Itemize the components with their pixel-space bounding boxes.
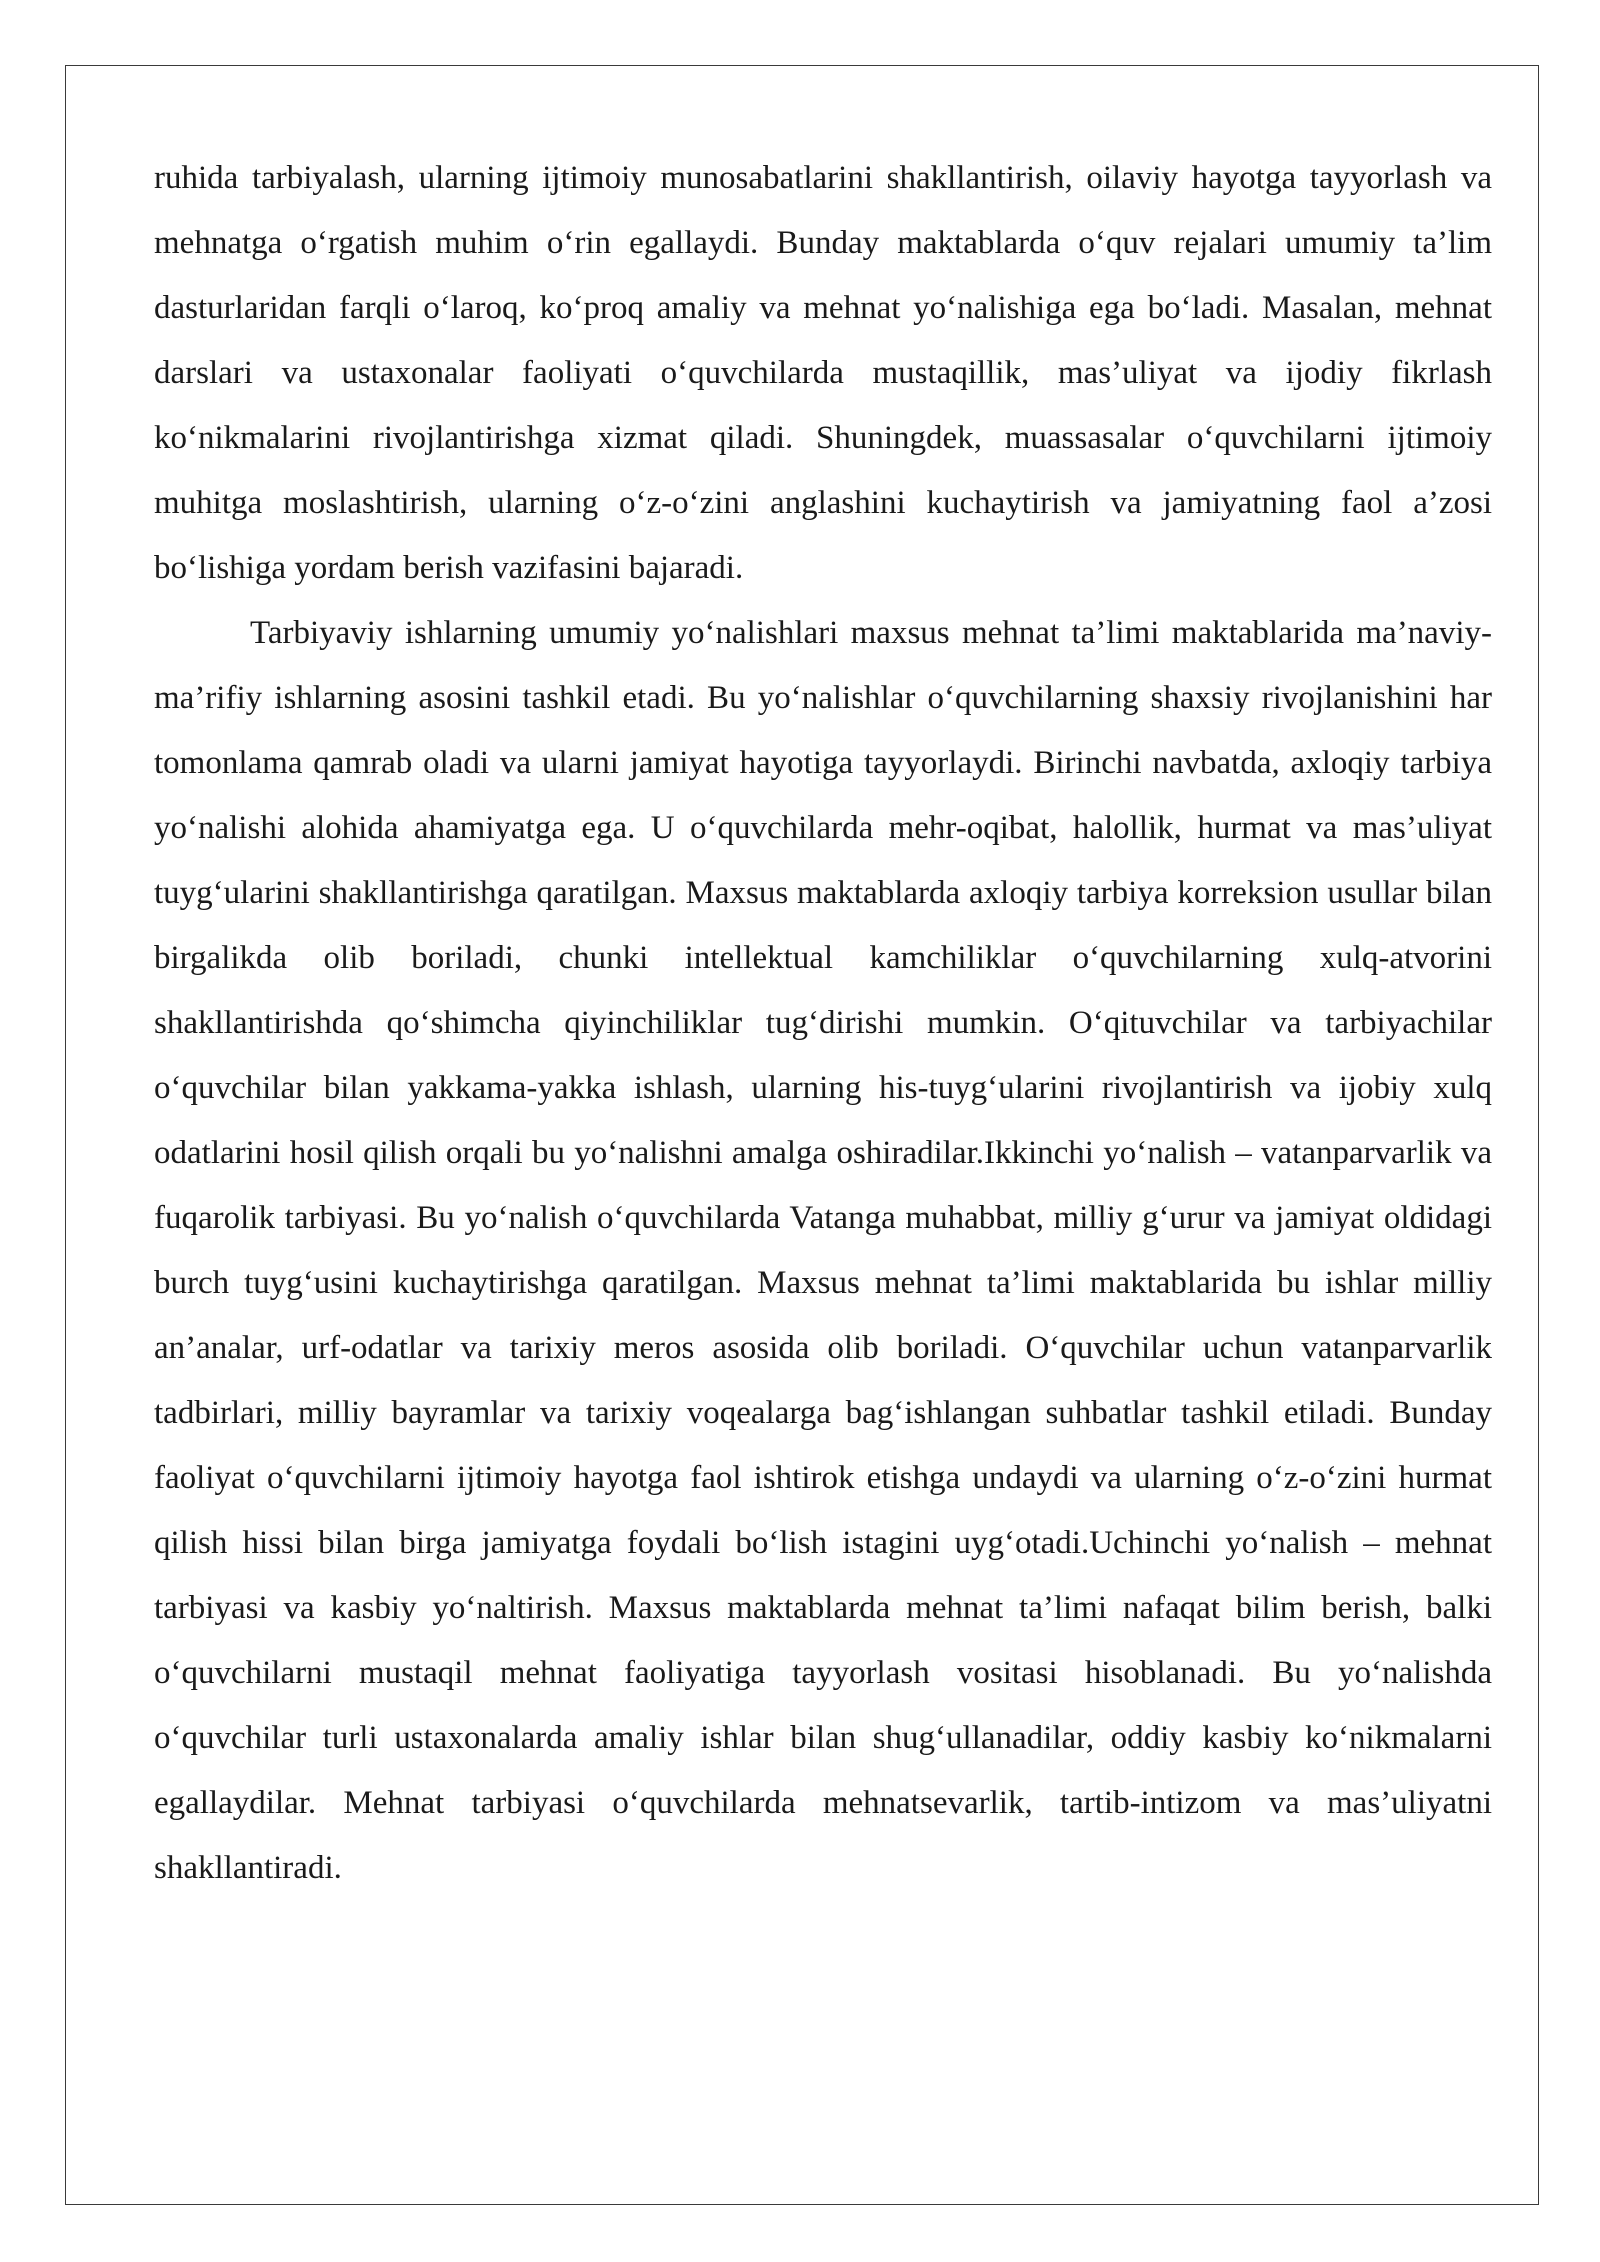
paragraph-educational-directions: Tarbiyaviy ishlarning umumiy yo‘nalishlari maxsus mehnat ta’limi maktablarida ma’naviy-ma’rifiy ishlarning asosini tashkil etadi. Bu yo‘nalishlar o‘quvchilarning shaxsiy rivojlanishini har tomonlama qamrab oladi va ularni jamiyat hayotiga tayyorlaydi. Birinchi navbatda, axloqiy tarbiya yo‘nalishi alohida ahamiyatga ega. U o‘quvchilarda mehr-oqibat, halollik, hurmat va mas’uliyat tuyg‘ularini shakllantirishga qaratilgan. Maxsus maktablarda axloqiy tarbiya korreksion usullar bilan birgalikda olib boriladi, chunki intellektual kamchiliklar o‘quvchilarning xulq-atvorini shakllantirishda qo‘shimcha qiyinchiliklar tug‘dirishi mumkin. O‘qituvchilar va tarbiyachilar o‘quvchilar bilan yakkama-yakka ishlash, ularning his-tuyg‘ularini rivojlantirish va ijobiy xulq odatlarini hosil qilish orqali bu yo‘nalishni amalga oshiradilar.Ikkinchi yo‘nalish – vatanparvarlik va fuqarolik tarbiyasi. Bu yo‘nalish o‘quvchilarda Vatanga muhabbat, milliy g‘urur va jamiyat oldidagi burch tuyg‘usini kuchaytirishga qaratilgan. Maxsus mehnat ta’limi maktablarida bu ishlar milliy an’analar, urf-odatlar va tarixiy meros asosida olib boriladi. O‘quvchilar uchun vatanparvarlik tadbirlari, milliy bayramlar va tarixiy voqealarga bag‘ishlangan suhbatlar tashkil etiladi. Bunday faoliyat o‘quvchilarni ijtimoiy hayotga faol ishtirok etishga undaydi va ularning o‘z-o‘zini hurmat qilish hissi bilan birga jamiyatga foydali bo‘lish istagini uyg‘otadi.Uchinchi yo‘nalish – mehnat tarbiyasi va kasbiy yo‘naltirish. Maxsus maktablarda mehnat ta’limi nafaqat bilim berish, balki o‘quvchilarni mustaqil mehnat faoliyatiga tayyorlash vositasi hisoblanadi. Bu yo‘nalishda o‘quvchilar turli ustaxonalarda amaliy ishlar bilan shug‘ullanadilar, oddiy kasbiy ko‘nikmalarni egallaydilar. Mehnat tarbiyasi o‘quvchilarda mehnatsevarlik, tartib-intizom va mas’uliyatni shakllantiradi.	[154, 615, 1492, 1886]
paragraph-continued: ruhida tarbiyalash, ularning ijtimoiy munosabatlarini shakllantirish, oilaviy hayotga tayyorlash va mehnatga o‘rgatish muhim o‘rin egallaydi. Bunday maktablarda o‘quv rejalari umumiy ta’lim dasturlaridan farqli o‘laroq, ko‘proq amaliy va mehnat yo‘nalishiga ega bo‘ladi. Masalan, mehnat darslari va ustaxonalar faoliyati o‘quvchilarda mustaqillik, mas’uliyat va ijodiy fikrlash ko‘nikmalarini rivojlantirishga xizmat qiladi. Shuningdek, muassasalar o‘quvchilarni ijtimoiy muhitga moslashtirish, ularning o‘z-o‘zini anglashini kuchaytirish va jamiyatning faol a’zosi bo‘lishiga yordam berish vazifasini bajaradi.	[154, 160, 1492, 586]
document-body	[154, 146, 1492, 1901]
